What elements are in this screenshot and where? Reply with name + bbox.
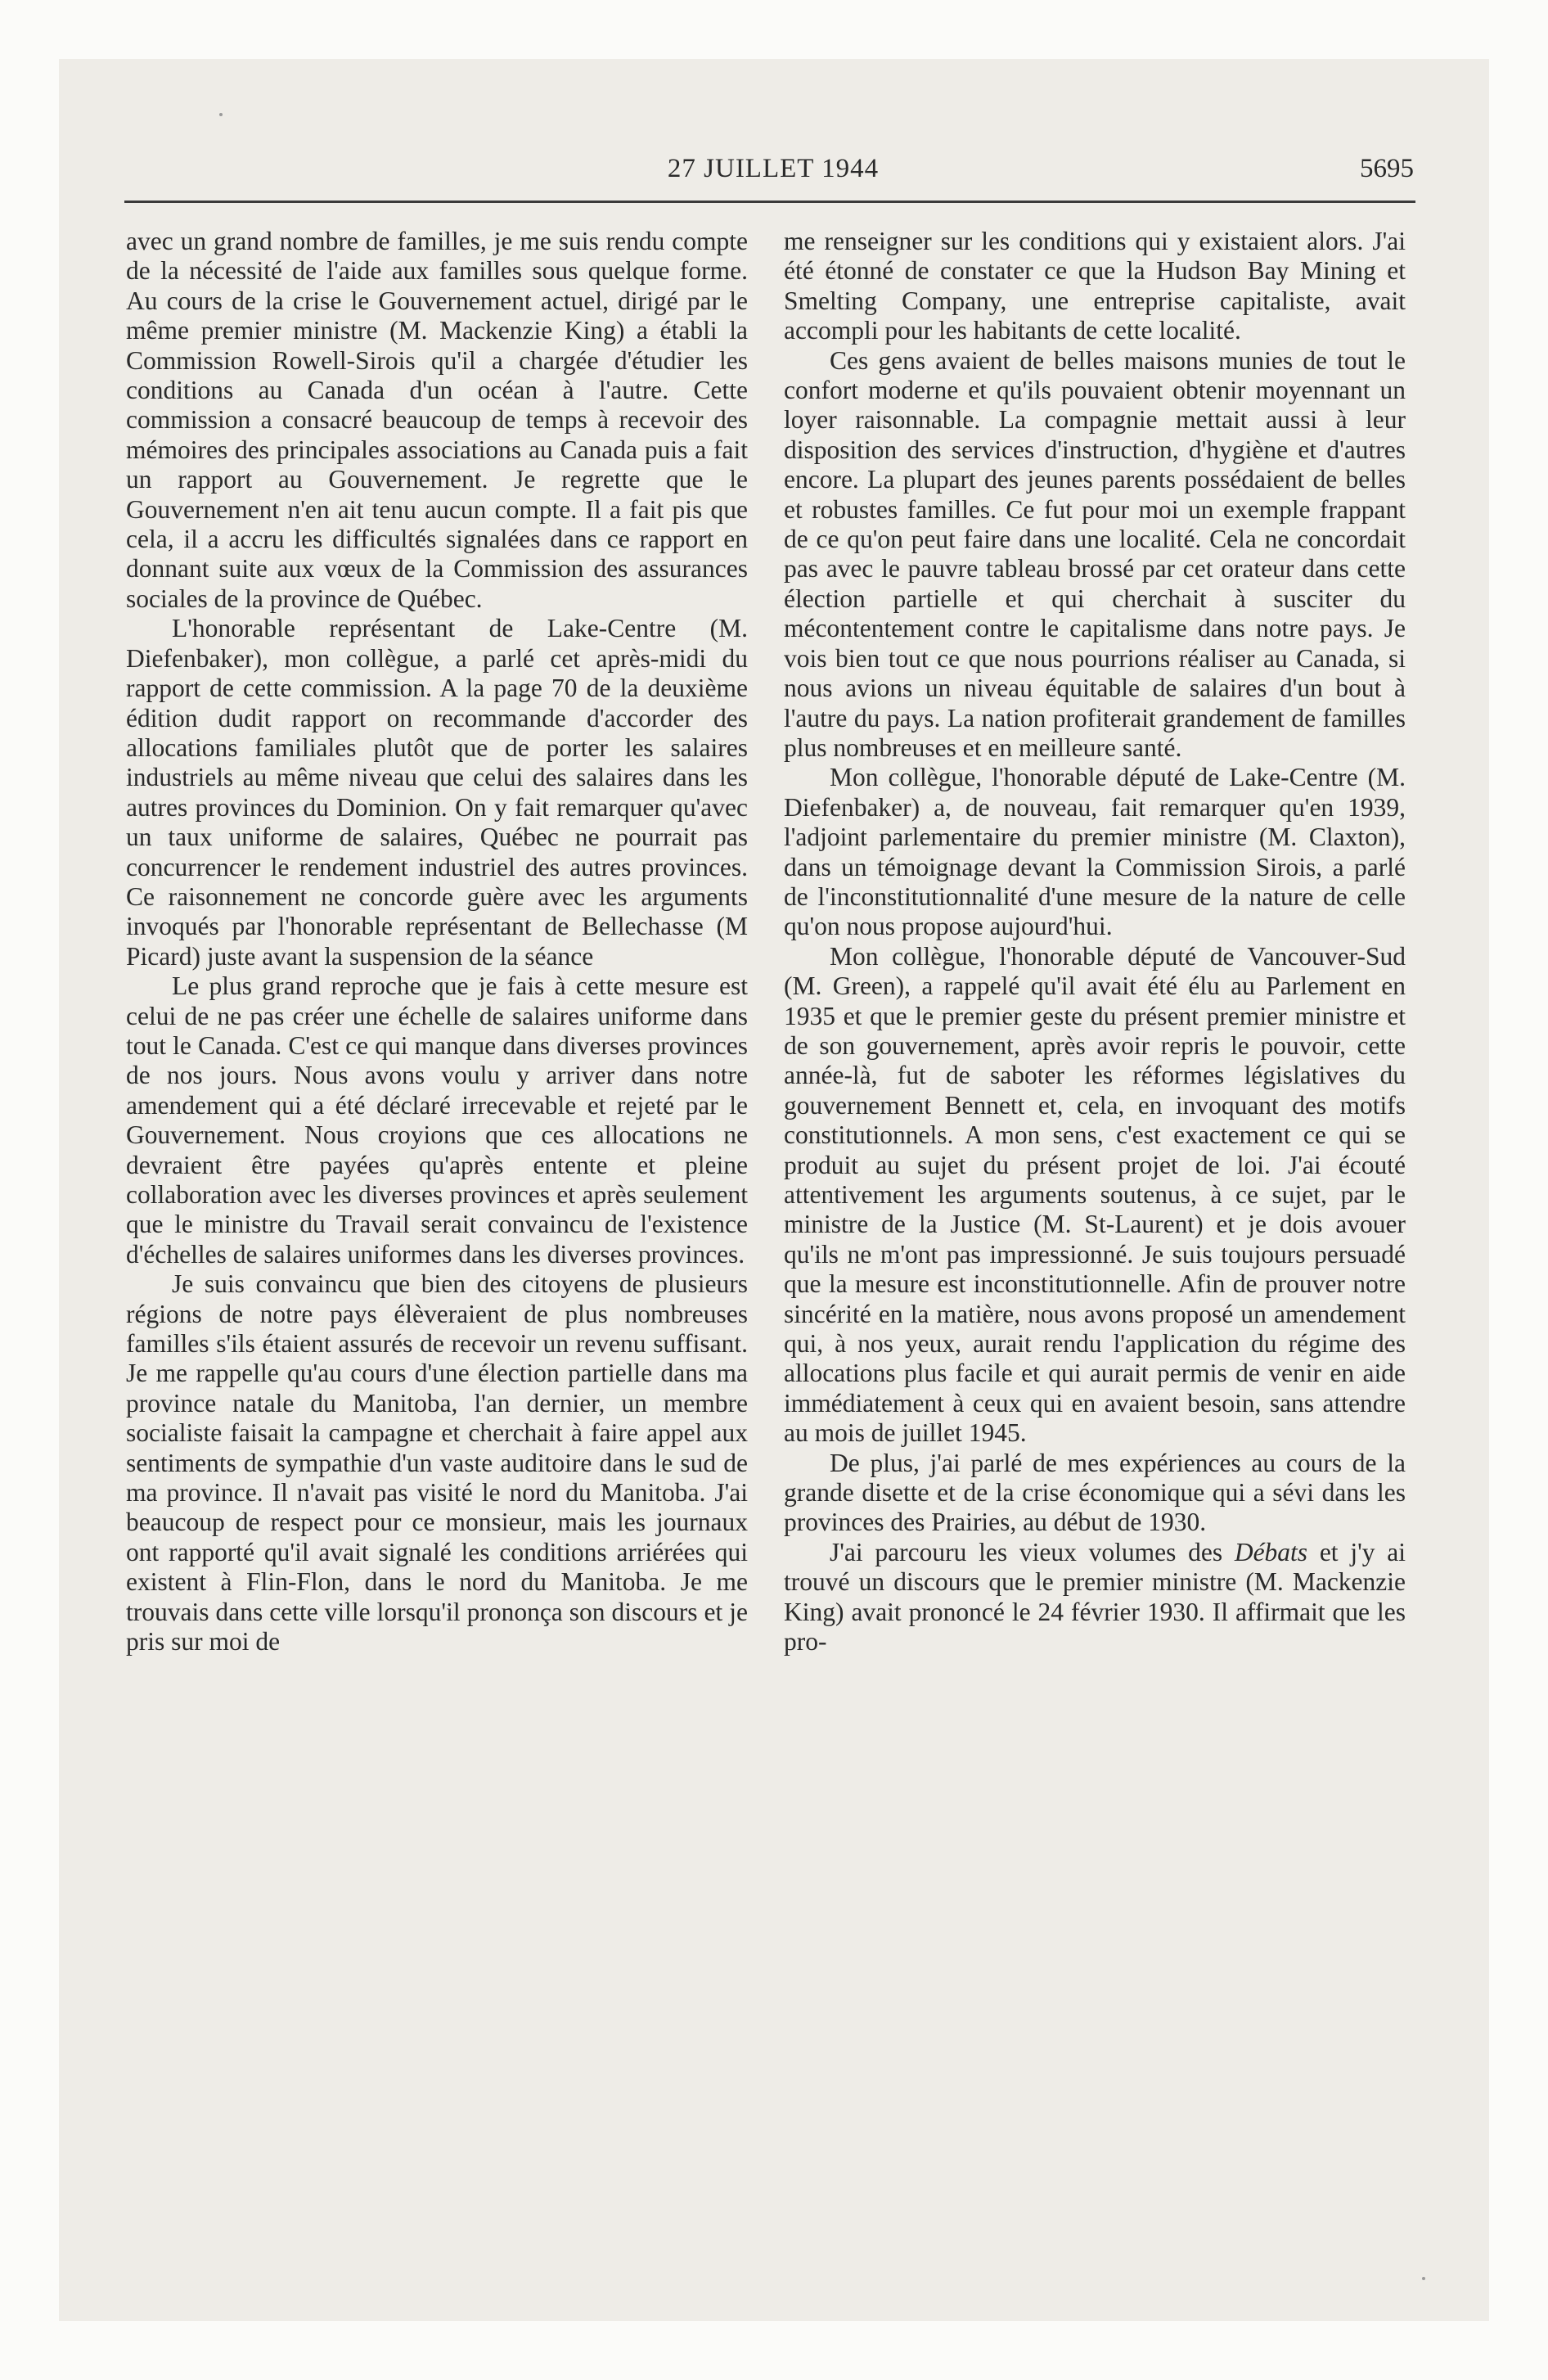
- paragraph: me renseigner sur les conditions qui y existaient alors. J'ai été étonné de constater ce que la Hudson Bay Mining et Smelting Company, une entreprise capitaliste, avait accompli pour les habitants de cette localité.: [784, 227, 1406, 345]
- paragraph: L'honorable représentant de Lake-Centre (M. Diefenbaker), mon collègue, a parlé cet après-midi du rapport de cette commission. A la page 70 de la deuxième édition dudit rapport on recommande d'accorder des allocations familiales plutôt que de porter les salaires industriels au même niveau que celui des salaires dans les autres provinces du Dominion. On y fait remarquer qu'avec un taux uniforme de salaires, Québec ne pourrait pas concurrencer le rendement industriel des autres provinces. Ce raisonnement ne concorde guère avec les arguments invoqués par l'honorable représentant de Bellechasse (M Picard) juste avant la suspension de la séance: [126, 614, 748, 971]
- page-date: 27 JUILLET 1944: [667, 154, 880, 183]
- paragraph: Le plus grand reproche que je fais à cette mesure est celui de ne pas créer une échelle de salaires uniforme dans tout le Canada. C'est ce qui manque dans diverses provinces de nos jours. Nous avons voulu y arriver dans notre amendement qui a été déclaré irrecevable et rejeté par le Gouvernement. Nous croyions que ces allocations ne devraient être payées qu'après entente et pleine collaboration avec les diverses provinces et après seulement que le ministre du Travail serait convaincu de l'existence d'échelles de salaires uniformes dans les diverses provinces.: [126, 971, 748, 1269]
- paragraph: Mon collègue, l'honorable député de Lake-Centre (M. Diefenbaker) a, de nouveau, fait remarquer qu'en 1939, l'adjoint parlementaire du premier ministre (M. Claxton), dans un témoignage devant la Commission Sirois, a parlé de l'inconstitutionnalité d'une mesure de la nature de celle qu'on nous propose aujourd'hui.: [784, 763, 1406, 941]
- right-column: [784, 227, 1406, 1657]
- page-number: 5695: [1360, 154, 1414, 183]
- scan-speck: [219, 113, 223, 116]
- left-column: [126, 227, 748, 1657]
- paragraph: De plus, j'ai parlé de mes expériences au cours de la grande disette et de la crise économique qui a sévi dans les provinces des Prairies, au début de 1930.: [784, 1448, 1406, 1537]
- header-rule: [124, 201, 1415, 203]
- paragraph: avec un grand nombre de familles, je me suis rendu compte de la nécessité de l'aide aux familles sous quelque forme. Au cours de la crise le Gouvernement actuel, dirigé par le même premier ministre (M. Mackenzie King) a établi la Commission Rowell-Sirois qu'il a chargée d'étudier les conditions au Canada d'un océan à l'autre. Cette commission a consacré beaucoup de temps à recevoir des mémoires des principales associations au Canada puis a fait un rapport au Gouvernement. Je regrette que le Gouvernement n'en ait tenu aucun compte. Il a fait pis que cela, il a accru les difficultés signalées dans ce rapport en donnant suite aux vœux de la Commission des assurances sociales de la province de Québec.: [126, 227, 748, 613]
- scan-speck: [1422, 2277, 1425, 2280]
- paragraph: Mon collègue, l'honorable député de Vancouver-Sud (M. Green), a rappelé qu'il avait été élu au Parlement en 1935 et que le premier geste du présent premier ministre et de son gouvernement, après avoir repris le pouvoir, cette année-là, fut de saboter les réformes législatives du gouvernement Bennett et, cela, en invoquant des motifs constitutionnels. A mon sens, c'est exactement ce qui se produit au sujet du présent projet de loi. J'ai écouté attentivement les arguments soutenus, à ce sujet, par le ministre de la Justice (M. St-Laurent) et je dois avouer qu'ils ne m'ont pas impressionné. Je suis toujours persuadé que la mesure est inconstitutionnelle. Afin de prouver notre sincérité en la matière, nous avons proposé un amendement qui, à nos yeux, aurait rendu l'application du régime des allocations plus facile et qui aurait permis de venir en aide immédiatement à ceux qui en avaient besoin, sans attendre au mois de juillet 1945.: [784, 941, 1406, 1448]
- paragraph-text: et j'y ai trouvé un discours que le premier ministre (M. Mackenzie King) avait prononcé le 24 février 1930. Il affirmait que les pro-: [784, 1537, 1406, 1657]
- page-header: [133, 154, 1414, 195]
- paragraph: Je suis convaincu que bien des citoyens de plusieurs régions de notre pays élèveraient de plus nombreuses familles s'ils étaient assurés de recevoir un revenu suffisant. Je me rappelle qu'au cours d'une élection partielle dans ma province natale du Manitoba, l'an dernier, un membre socialiste faisait la campagne et cherchait à faire appel aux sentiments de sympathie d'un vaste auditoire dans le sud de ma province. Il n'avait pas visité le nord du Manitoba. J'ai beaucoup de respect pour ce monsieur, mais les journaux ont rapporté qu'il avait signalé les conditions arriérées qui existent à Flin-Flon, dans le nord du Manitoba. Je me trouvais dans cette ville lorsqu'il prononça son discours et je pris sur moi de: [126, 1269, 748, 1657]
- paragraph: [784, 1538, 1406, 1657]
- italic-title: Débats: [1234, 1537, 1308, 1566]
- paragraph: Ces gens avaient de belles maisons munies de tout le confort moderne et qu'ils pouvaient obtenir moyennant un loyer raisonnable. La compagnie mettait aussi à leur disposition des services d'instruction, d'hygiène et d'autres encore. La plupart des jeunes parents possédaient de belles et robustes familles. Ce fut pour moi un exemple frappant de ce qu'on peut faire dans une localité. Cela ne concordait pas avec le pauvre tableau brossé par cet orateur dans cette élection partielle et qui cherchait à susciter du mécontentement contre le capitalisme dans notre pays. Je vois bien tout ce que nous pourrions réaliser au Canada, si nous avions un niveau équitable de salaires d'un bout à l'autre du pays. La nation profiterait grandement de familles plus nombreuses et en meilleure santé.: [784, 345, 1406, 762]
- paragraph-text: J'ai parcouru les vieux volumes des: [830, 1537, 1235, 1566]
